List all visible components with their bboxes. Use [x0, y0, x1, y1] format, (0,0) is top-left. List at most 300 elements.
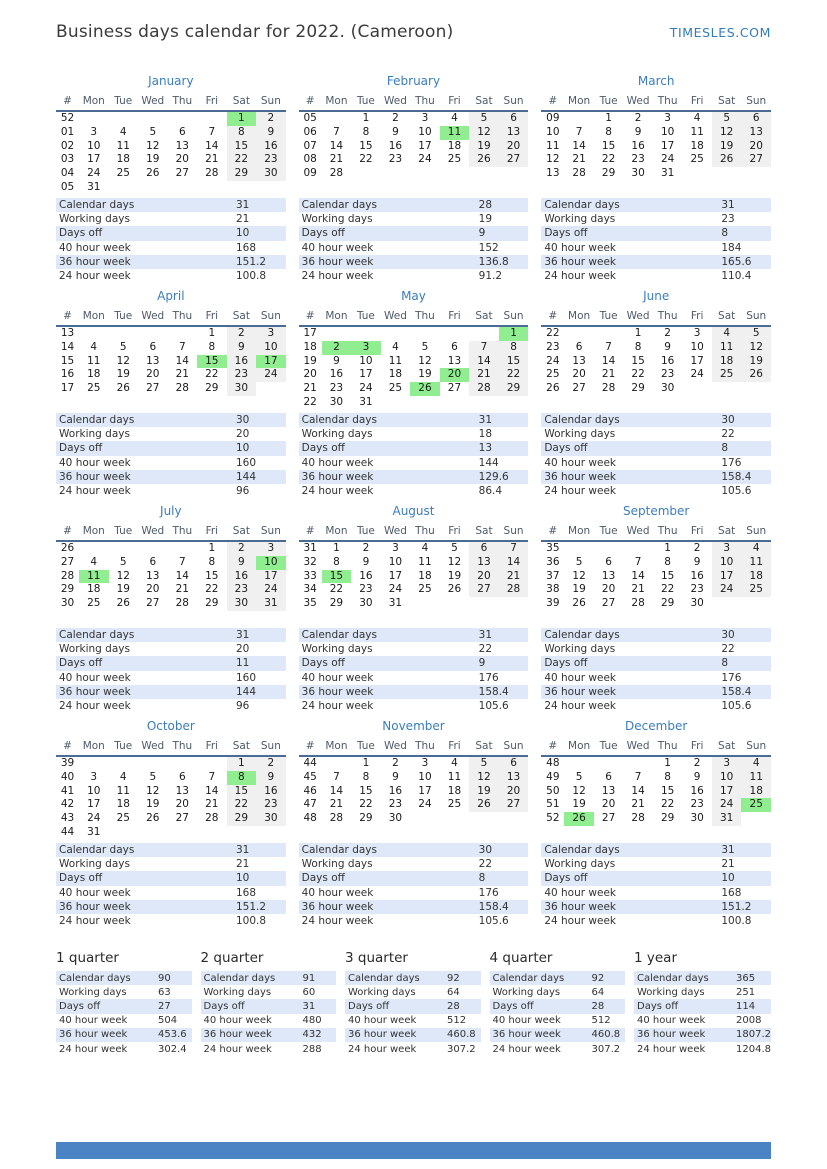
day-cell: 27 — [601, 597, 616, 610]
stat-row — [345, 1014, 481, 1028]
stat-row — [299, 871, 529, 885]
stat-row — [345, 1042, 481, 1056]
week-number: 35 — [546, 542, 560, 554]
calendar-area — [541, 739, 771, 839]
day-cell: 2 — [634, 112, 642, 124]
day-cell: 13 — [499, 771, 529, 785]
stat-label: Working days — [59, 858, 130, 871]
day-cell: 10 — [690, 340, 704, 353]
stat-row — [56, 671, 286, 685]
day-header: Fri — [197, 94, 227, 111]
day-cell: 29 — [359, 812, 373, 825]
day-cell — [256, 181, 286, 195]
day-cell: 7 — [469, 341, 499, 355]
day-cell: 9 — [256, 771, 286, 785]
day-cell — [79, 111, 109, 126]
stat-label: 24 hour week — [59, 270, 131, 283]
stat-label: 36 hour week — [544, 470, 617, 483]
day-cell: 18 — [741, 570, 771, 584]
day-cell: 14 — [175, 354, 189, 367]
month-november — [299, 719, 529, 928]
day-cell — [322, 756, 352, 771]
day-cell: 2 — [664, 327, 671, 339]
week-row — [56, 368, 286, 382]
day-cell: 18 — [116, 798, 130, 811]
month-table — [56, 739, 286, 840]
stat-row — [56, 843, 286, 857]
day-cell: 4 — [119, 125, 127, 138]
stat-label: 24 hour week — [301, 485, 374, 498]
day-cell: 1 — [333, 542, 340, 554]
day-header: Tue — [594, 309, 624, 326]
day-cell: 24 — [712, 798, 742, 812]
week-number: 13 — [546, 167, 560, 180]
stat-label: Calendar days — [59, 972, 131, 984]
day-cell — [322, 326, 352, 341]
day-header: Sun — [256, 309, 286, 326]
day-cell: 30 — [227, 382, 257, 396]
stat-label: Calendar days — [544, 629, 620, 642]
day-header: Fri — [440, 739, 470, 756]
week-row — [299, 382, 529, 396]
stat-row — [634, 985, 771, 999]
stat-value: 460.8 — [591, 1029, 621, 1041]
day-cell: 26 — [146, 167, 160, 180]
day-cell: 6 — [605, 555, 612, 568]
stat-label: 24 hour week — [544, 700, 617, 713]
stat-value: 30 — [721, 629, 735, 642]
week-number: 37 — [546, 569, 560, 582]
week-number: 45 — [303, 770, 317, 783]
month-table — [541, 524, 771, 611]
stat-row — [634, 1028, 771, 1042]
stat-row — [201, 1028, 337, 1042]
day-cell: 3 — [256, 541, 286, 556]
day-cell: 20 — [601, 798, 616, 811]
month-title: June — [643, 289, 670, 303]
week-row — [56, 785, 286, 799]
stat-value: 31 — [236, 629, 250, 642]
day-header: Thu — [653, 309, 683, 326]
stat-row — [541, 642, 771, 656]
week-row — [299, 812, 529, 826]
week-row — [56, 355, 286, 369]
day-header: Sat — [712, 309, 742, 326]
stat-value: 96 — [236, 485, 250, 498]
day-cell: 6 — [605, 770, 612, 783]
day-cell — [351, 167, 381, 181]
day-cell: 11 — [418, 555, 432, 568]
week-row — [56, 812, 286, 826]
week-number: 04 — [60, 167, 75, 180]
stat-label: Working days — [59, 428, 130, 441]
stat-value: 168 — [721, 886, 742, 899]
day-cell: 30 — [256, 167, 286, 181]
day-cell: 6 — [499, 756, 529, 771]
stat-value: 1204.8 — [736, 1043, 771, 1055]
stat-row — [299, 456, 529, 470]
stat-value: 19 — [478, 213, 493, 226]
day-cell: 10 — [87, 784, 101, 797]
day-cell: 31 — [256, 597, 286, 611]
stat-row — [299, 699, 529, 713]
stat-label: Days off — [301, 657, 345, 670]
stat-row — [56, 212, 286, 226]
month-table — [299, 94, 529, 181]
week-row — [299, 583, 529, 597]
day-cell — [741, 382, 771, 396]
day-cell: 3 — [351, 341, 381, 355]
day-cell: 1 — [227, 756, 257, 771]
stat-value: 91.2 — [478, 270, 503, 283]
week-row — [56, 126, 286, 140]
calendar-area — [541, 94, 771, 194]
month-september — [541, 504, 771, 713]
day-cell: 22 — [227, 153, 257, 167]
quarter-title: 2 quarter — [200, 950, 264, 966]
day-cell: 27 — [175, 812, 189, 825]
week-number: 46 — [303, 784, 317, 797]
day-cell: 27 — [741, 153, 771, 167]
day-cell: 25 — [447, 798, 462, 811]
day-cell: 26 — [469, 153, 499, 167]
day-cell: 21 — [175, 368, 189, 381]
week-number: 09 — [546, 112, 560, 124]
stat-value: 23 — [721, 213, 735, 226]
stat-value: 158.4 — [721, 685, 752, 698]
day-cell: 5 — [119, 340, 127, 353]
stat-row — [634, 1042, 771, 1056]
day-cell: 6 — [149, 340, 157, 353]
day-cell: 15 — [359, 784, 373, 797]
day-cell: 22 — [660, 583, 675, 596]
day-cell: 29 — [499, 382, 529, 396]
stat-label: Days off — [492, 1000, 534, 1012]
stat-row — [345, 971, 481, 985]
day-header-row — [541, 309, 771, 326]
day-cell: 8 — [664, 555, 671, 568]
day-cell: 25 — [388, 382, 403, 395]
week-number: 41 — [60, 784, 75, 797]
stat-row — [56, 1042, 192, 1056]
day-cell: 14 — [175, 569, 189, 582]
stat-value: 158.4 — [478, 900, 509, 913]
day-cell: 27 — [447, 382, 462, 395]
month-title: September — [623, 504, 690, 518]
stat-value: 100.8 — [721, 915, 752, 928]
day-cell: 25 — [418, 583, 432, 596]
week-row — [56, 111, 286, 126]
day-cell: 2 — [322, 341, 352, 355]
stat-row — [299, 241, 529, 255]
stat-label: Calendar days — [544, 414, 620, 427]
stat-value: 110.4 — [721, 270, 752, 283]
stat-label: 24 hour week — [59, 915, 131, 928]
week-row — [541, 368, 771, 382]
day-cell — [79, 756, 109, 771]
stat-label: 24 hour week — [301, 270, 374, 283]
day-header: Tue — [594, 739, 624, 756]
stat-label: Calendar days — [301, 414, 377, 427]
week-number: 26 — [60, 542, 75, 554]
day-header-row — [541, 524, 771, 541]
stat-row — [56, 642, 286, 656]
stat-label: Days off — [544, 227, 588, 240]
day-cell: 21 — [205, 798, 219, 811]
week-number: 23 — [546, 340, 560, 353]
week-row — [299, 756, 529, 771]
day-header: Thu — [653, 739, 683, 756]
stat-row — [541, 914, 771, 928]
day-header: Thu — [410, 739, 440, 756]
stat-value: 168 — [236, 886, 257, 899]
week-row — [56, 583, 286, 597]
day-header-row — [541, 94, 771, 111]
stat-label: 40 hour week — [637, 1015, 706, 1027]
quarter-title: 3 quarter — [345, 950, 408, 966]
day-cell: 1 — [664, 757, 671, 769]
week-number: 48 — [303, 812, 317, 825]
day-cell: 18 — [447, 139, 462, 152]
day-cell: 28 — [601, 382, 616, 395]
day-cell: 16 — [690, 569, 704, 582]
stat-value: 31 — [236, 844, 250, 857]
day-cell: 8 — [499, 341, 529, 355]
day-cell — [168, 181, 198, 195]
stat-row — [299, 198, 529, 212]
day-cell — [322, 111, 352, 126]
day-header-row — [299, 739, 529, 756]
day-cell: 9 — [227, 556, 257, 570]
day-cell: 23 — [256, 798, 286, 812]
stat-label: 36 hour week — [301, 685, 374, 698]
week-number: 08 — [303, 153, 317, 166]
stat-row — [299, 226, 529, 240]
day-cell: 19 — [116, 368, 130, 381]
week-row — [299, 798, 529, 812]
week-row — [541, 111, 771, 126]
week-number: 10 — [546, 125, 560, 138]
day-cell: 19 — [572, 583, 586, 596]
day-cell: 5 — [712, 111, 742, 126]
day-cell: 17 — [359, 368, 373, 381]
week-row — [541, 153, 771, 167]
stat-row — [201, 1014, 337, 1028]
month-july — [56, 504, 286, 713]
month-stats — [541, 843, 771, 928]
stat-label: Days off — [544, 872, 588, 885]
month-stats — [299, 843, 529, 928]
day-cell — [440, 597, 470, 611]
week-row — [299, 541, 529, 556]
day-cell: 23 — [227, 368, 257, 382]
stat-row — [541, 241, 771, 255]
month-august — [299, 504, 529, 713]
day-header: Thu — [168, 524, 198, 541]
day-cell: 15 — [227, 785, 257, 799]
week-row — [56, 341, 286, 355]
stat-value: 86.4 — [478, 485, 503, 498]
month-june — [541, 289, 771, 498]
stat-label: Calendar days — [492, 972, 565, 984]
week-row — [56, 556, 286, 570]
day-header: Wed — [381, 309, 411, 326]
calendar-area — [541, 524, 771, 624]
stat-label: Calendar days — [59, 629, 135, 642]
week-number: 42 — [60, 798, 75, 811]
day-cell — [410, 167, 440, 181]
day-cell: 25 — [690, 153, 704, 166]
stat-row — [345, 985, 481, 999]
calendar-area — [299, 524, 529, 624]
month-title: July — [160, 504, 182, 518]
week-number: 32 — [303, 555, 317, 568]
day-header: Sat — [469, 524, 499, 541]
stat-row — [299, 427, 529, 441]
day-cell: 17 — [388, 569, 403, 582]
stat-value: 8 — [478, 872, 486, 885]
stat-value: 10 — [236, 442, 250, 455]
week-number: 13 — [60, 327, 75, 339]
day-cell: 10 — [712, 556, 742, 570]
day-header: Mon — [79, 309, 109, 326]
stat-value: 158.4 — [721, 470, 752, 483]
week-number: 44 — [60, 825, 75, 838]
day-header: Sat — [469, 309, 499, 326]
day-cell — [410, 326, 440, 341]
week-row — [541, 785, 771, 799]
day-cell: 4 — [712, 326, 742, 341]
stat-row — [299, 656, 529, 670]
day-cell: 8 — [208, 340, 216, 353]
month-table — [56, 94, 286, 195]
day-cell: 19 — [572, 798, 586, 811]
day-cell: 7 — [634, 770, 642, 783]
quarter-title: 1 quarter — [56, 950, 119, 966]
week-row — [541, 140, 771, 154]
day-header: Sat — [227, 739, 257, 756]
day-cell — [712, 382, 742, 396]
day-cell — [197, 111, 227, 126]
day-cell: 16 — [388, 784, 403, 797]
stat-label: Working days — [544, 428, 616, 441]
day-cell: 10 — [660, 125, 675, 138]
week-number: 19 — [303, 354, 317, 367]
week-row — [541, 570, 771, 584]
stat-value: 8 — [721, 442, 729, 455]
stat-label: 40 hour week — [59, 456, 131, 469]
day-cell: 5 — [451, 542, 458, 554]
day-cell: 19 — [712, 140, 742, 154]
day-cell: 18 — [741, 785, 771, 799]
day-cell: 1 — [664, 542, 671, 554]
page-title: Business days calendar for 2022. (Cameroon) — [56, 22, 454, 42]
day-cell: 8 — [227, 126, 257, 140]
day-cell — [138, 826, 168, 840]
stat-value: 100.8 — [236, 915, 267, 928]
day-cell — [109, 756, 139, 771]
day-header: Sun — [499, 739, 529, 756]
day-cell: 15 — [197, 355, 227, 369]
stat-row — [541, 484, 771, 498]
day-cell: 11 — [690, 125, 704, 138]
stat-label: Days off — [59, 227, 103, 240]
day-cell — [499, 812, 529, 826]
site-link[interactable]: TIMESLES.COM — [669, 25, 771, 40]
stat-label: Working days — [301, 643, 373, 656]
stat-row — [541, 198, 771, 212]
stat-value: 176 — [721, 671, 742, 684]
week-number: 44 — [303, 757, 317, 769]
day-cell: 19 — [146, 153, 160, 166]
stat-label: Working days — [348, 986, 416, 998]
week-number: 06 — [303, 125, 317, 138]
stat-row — [299, 255, 529, 269]
day-cell — [410, 597, 440, 611]
day-cell: 27 — [499, 153, 529, 167]
week-row — [299, 153, 529, 167]
day-cell: 13 — [175, 784, 189, 797]
stat-row — [299, 685, 529, 699]
day-cell: 22 — [499, 368, 529, 382]
stat-label: 40 hour week — [301, 241, 374, 254]
month-stats — [299, 413, 529, 498]
stat-row — [541, 685, 771, 699]
week-number: 22 — [303, 395, 317, 408]
stat-value: 20 — [236, 643, 250, 656]
stat-row — [56, 441, 286, 455]
day-cell: 15 — [660, 569, 675, 582]
day-cell: 24 — [712, 583, 742, 597]
day-cell — [594, 756, 624, 771]
day-cell: 2 — [392, 112, 399, 124]
day-cell: 12 — [116, 569, 130, 582]
stat-value: 64 — [591, 986, 605, 998]
stat-row — [541, 470, 771, 484]
day-cell: 28 — [631, 597, 645, 610]
calendar-area — [56, 309, 286, 409]
stat-label: Days off — [637, 1000, 679, 1012]
week-number-header: # — [541, 309, 564, 326]
day-cell: 4 — [451, 112, 458, 124]
day-cell: 18 — [87, 368, 101, 381]
day-header: Wed — [381, 739, 411, 756]
day-cell: 30 — [690, 597, 704, 610]
day-cell: 14 — [329, 139, 344, 152]
stat-value: 31 — [478, 629, 493, 642]
month-stats — [541, 413, 771, 498]
stat-value: 114 — [736, 1000, 756, 1012]
day-cell — [227, 826, 257, 840]
day-cell: 19 — [469, 140, 499, 154]
day-cell: 9 — [664, 340, 671, 353]
day-cell: 20 — [146, 368, 160, 381]
day-cell: 8 — [333, 555, 340, 568]
day-cell: 10 — [87, 139, 101, 152]
day-cell: 6 — [499, 111, 529, 126]
day-cell: 28 — [499, 583, 529, 597]
stat-row — [56, 871, 286, 885]
day-cell — [741, 597, 771, 611]
stat-row — [541, 413, 771, 427]
day-cell: 22 — [227, 798, 257, 812]
day-cell: 23 — [329, 382, 344, 395]
stat-label: 40 hour week — [59, 886, 131, 899]
stat-label: Days off — [544, 657, 588, 670]
stat-label: Calendar days — [544, 844, 620, 857]
day-cell: 8 — [664, 770, 671, 783]
day-cell — [109, 181, 139, 195]
